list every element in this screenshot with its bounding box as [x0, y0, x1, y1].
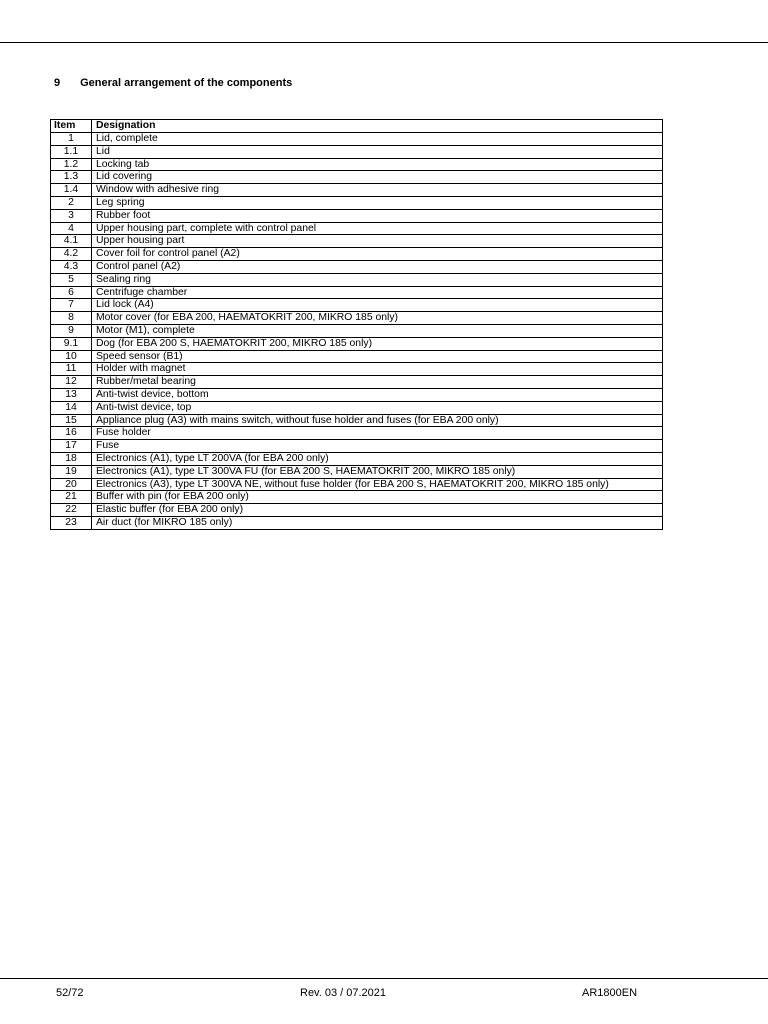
designation-cell: Upper housing part, complete with control panel: [92, 222, 663, 235]
item-cell: 9.1: [51, 337, 92, 350]
designation-cell: Leg spring: [92, 196, 663, 209]
designation-cell: Holder with magnet: [92, 363, 663, 376]
designation-cell: Fuse: [92, 440, 663, 453]
item-cell: 6: [51, 286, 92, 299]
table-row: [51, 440, 663, 453]
item-cell: 14: [51, 401, 92, 414]
item-cell: 23: [51, 516, 92, 529]
table-row: [51, 401, 663, 414]
designation-cell: Air duct (for MIKRO 185 only): [92, 516, 663, 529]
item-cell: 22: [51, 504, 92, 517]
table-row: [51, 248, 663, 261]
table-row: [51, 235, 663, 248]
table-row: [51, 388, 663, 401]
table-row: [51, 427, 663, 440]
designation-cell: Lid covering: [92, 171, 663, 184]
designation-cell: Electronics (A1), type LT 200VA (for EBA 200 only): [92, 452, 663, 465]
item-cell: 16: [51, 427, 92, 440]
item-cell: 9: [51, 324, 92, 337]
table-row: [51, 196, 663, 209]
table-row: [51, 504, 663, 517]
item-cell: 1.2: [51, 158, 92, 171]
table-row: [51, 337, 663, 350]
item-cell: 10: [51, 350, 92, 363]
item-cell: 12: [51, 376, 92, 389]
table-row: [51, 260, 663, 273]
header-rule: [0, 42, 768, 43]
table-body: [51, 133, 663, 530]
table-row: [51, 209, 663, 222]
section-number: 9: [54, 77, 61, 89]
item-cell: 7: [51, 299, 92, 312]
table-row: [51, 376, 663, 389]
table-row: [51, 350, 663, 363]
table-row: [51, 414, 663, 427]
item-cell: 1: [51, 133, 92, 146]
designation-cell: Elastic buffer (for EBA 200 only): [92, 504, 663, 517]
table-row: [51, 452, 663, 465]
designation-cell: Rubber foot: [92, 209, 663, 222]
section-heading: [54, 77, 292, 89]
table-row: [51, 516, 663, 529]
item-cell: 15: [51, 414, 92, 427]
table-row: [51, 299, 663, 312]
item-cell: 2: [51, 196, 92, 209]
item-cell: 18: [51, 452, 92, 465]
item-cell: 4.2: [51, 248, 92, 261]
designation-cell: Anti-twist device, top: [92, 401, 663, 414]
item-cell: 4: [51, 222, 92, 235]
table-row: [51, 171, 663, 184]
table-row: [51, 145, 663, 158]
designation-cell: Electronics (A1), type LT 300VA FU (for EBA 200 S, HAEMATOKRIT 200, MIKRO 185 only): [92, 465, 663, 478]
table-row: [51, 158, 663, 171]
revision: Rev. 03 / 07.2021: [300, 987, 387, 999]
table-row: [51, 286, 663, 299]
designation-cell: Fuse holder: [92, 427, 663, 440]
designation-cell: Centrifuge chamber: [92, 286, 663, 299]
item-cell: 8: [51, 312, 92, 325]
designation-cell: Motor cover (for EBA 200, HAEMATOKRIT 200, MIKRO 185 only): [92, 312, 663, 325]
item-cell: 5: [51, 273, 92, 286]
table-row: [51, 491, 663, 504]
designation-cell: Electronics (A3), type LT 300VA NE, without fuse holder (for EBA 200 S, HAEMATOKRIT 200, MIKRO 185 only): [92, 478, 663, 491]
designation-cell: Anti-twist device, bottom: [92, 388, 663, 401]
item-cell: 21: [51, 491, 92, 504]
table-row: [51, 312, 663, 325]
designation-cell: Upper housing part: [92, 235, 663, 248]
components-table: [50, 119, 663, 530]
designation-cell: Speed sensor (B1): [92, 350, 663, 363]
item-cell: 4.1: [51, 235, 92, 248]
designation-cell: Motor (M1), complete: [92, 324, 663, 337]
column-header-item: Item: [51, 120, 92, 133]
item-cell: 3: [51, 209, 92, 222]
item-cell: 13: [51, 388, 92, 401]
designation-cell: Window with adhesive ring: [92, 184, 663, 197]
table-row: [51, 133, 663, 146]
column-header-designation: Designation: [92, 120, 663, 133]
designation-cell: Control panel (A2): [92, 260, 663, 273]
designation-cell: Lid, complete: [92, 133, 663, 146]
item-cell: 19: [51, 465, 92, 478]
designation-cell: Dog (for EBA 200 S, HAEMATOKRIT 200, MIKRO 185 only): [92, 337, 663, 350]
table-row: [51, 478, 663, 491]
item-cell: 1.3: [51, 171, 92, 184]
table-header-row: [51, 120, 663, 133]
designation-cell: Rubber/metal bearing: [92, 376, 663, 389]
designation-cell: Sealing ring: [92, 273, 663, 286]
designation-cell: Cover foil for control panel (A2): [92, 248, 663, 261]
item-cell: 1.1: [51, 145, 92, 158]
table-row: [51, 222, 663, 235]
footer-rule: [0, 978, 768, 979]
table-row: [51, 324, 663, 337]
table-row: [51, 363, 663, 376]
page-number: 52/72: [56, 987, 84, 999]
designation-cell: Lid: [92, 145, 663, 158]
section-title: General arrangement of the components: [80, 77, 293, 89]
table-row: [51, 184, 663, 197]
item-cell: 4.3: [51, 260, 92, 273]
document-id: AR1800EN: [582, 987, 638, 999]
item-cell: 1.4: [51, 184, 92, 197]
designation-cell: Appliance plug (A3) with mains switch, without fuse holder and fuses (for EBA 200 only): [92, 414, 663, 427]
table-row: [51, 465, 663, 478]
designation-cell: Buffer with pin (for EBA 200 only): [92, 491, 663, 504]
table-row: [51, 273, 663, 286]
item-cell: 11: [51, 363, 92, 376]
item-cell: 17: [51, 440, 92, 453]
designation-cell: Locking tab: [92, 158, 663, 171]
designation-cell: Lid lock (A4): [92, 299, 663, 312]
item-cell: 20: [51, 478, 92, 491]
